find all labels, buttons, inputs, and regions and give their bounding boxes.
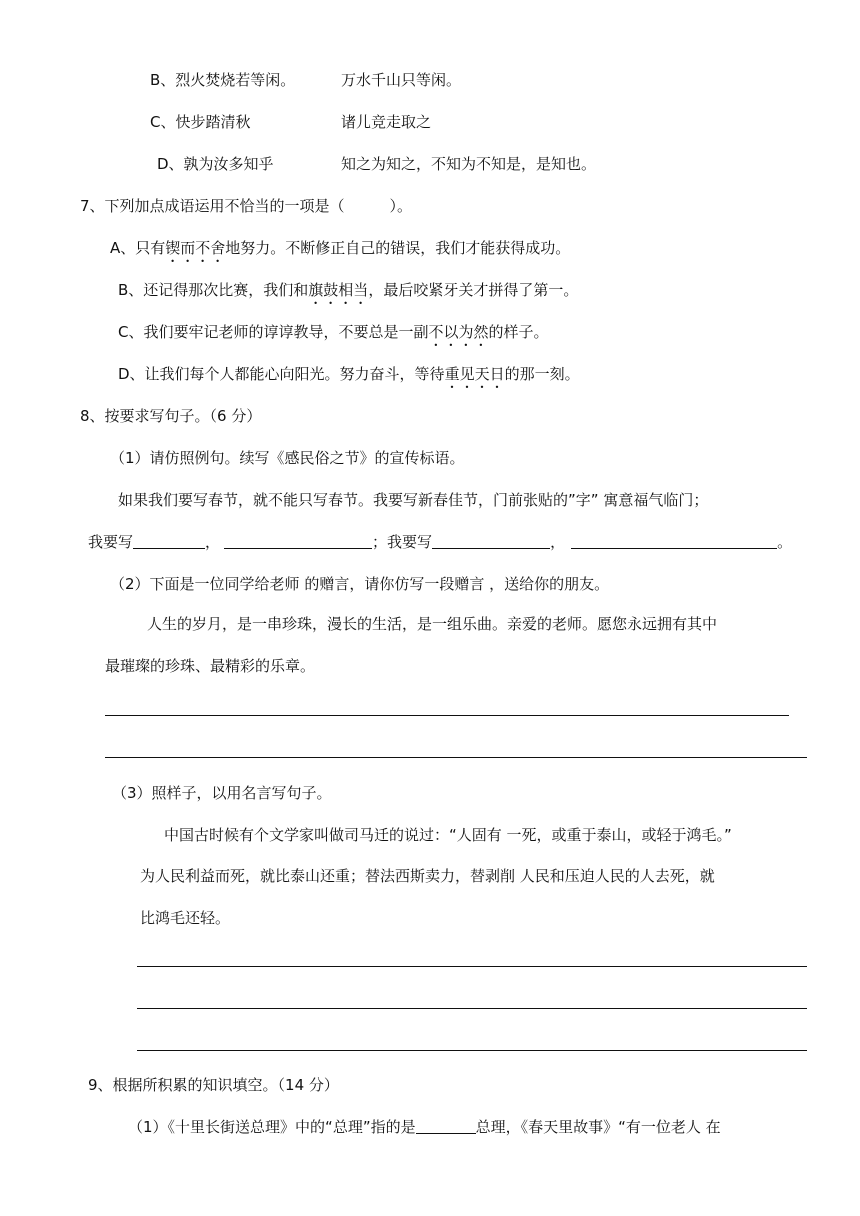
q9-part1: （1）《十里长街送总理》中的“总理”指的是 总理，《春天里故事》“有一位老人 在 <box>128 1118 721 1136</box>
q8-blank-1[interactable] <box>133 532 205 549</box>
q8-part3-text-2: 为人民利益而死，就比泰山还重；替法西斯卖力，替剥削 人民和压迫人民的人去死，就 <box>140 867 715 885</box>
q8-part3-title: （3）照样子，以用名言写句子。 <box>112 784 332 802</box>
q6-option-b-right: 万水千山只等闲。 <box>341 71 462 89</box>
q7-option-c-idiom: 不以为然 <box>428 323 489 341</box>
q6-option-c-right: 诸儿竞走取之 <box>341 113 432 131</box>
q8-stem: 8、按要求写句子。（6 分） <box>80 407 262 425</box>
q7-option-c: C、我们要牢记老师的谆谆教导，不要总是一副不以为然的样子。 <box>118 323 549 341</box>
q8-blank-2[interactable] <box>224 532 372 549</box>
q7-option-d: D、让我们每个人都能心向阳光。努力奋斗，等待重见天日的那一刻。 <box>118 365 580 383</box>
q8-part1-title: （1）请仿照例句。续写《感民俗之节》的宣传标语。 <box>110 449 465 467</box>
q8-blank-3[interactable] <box>432 532 550 549</box>
q7-stem: 7、下列加点成语运用不恰当的一项是（ ）。 <box>80 197 413 215</box>
q6-option-c-left: C、快步踏清秋 <box>150 113 251 131</box>
q8-part2-answer-line-1[interactable] <box>105 715 789 716</box>
q8-part1-fill-line: 我要写 ， ；我要写 ， 。 <box>88 533 793 551</box>
q6-option-d-left: D、孰为汝多知乎 <box>157 155 274 173</box>
q8-part3-answer-line-1[interactable] <box>137 966 807 967</box>
q8-part2-text-1: 人生的岁月，是一串珍珠，漫长的生活，是一组乐曲。亲爱的老师。愿您永远拥有其中 <box>147 615 718 633</box>
q8-part3-text-3: 比鸿毛还轻。 <box>140 909 231 927</box>
q8-part3-text-1: 中国古时候有个文学家叫做司马迁的说过：“人固有 一死，或重于泰山，或轻于鸿毛。” <box>164 826 732 844</box>
q7-option-a-idiom: 锲而不舍 <box>165 239 226 257</box>
q7-option-a: A、只有锲而不舍地努力。不断修正自己的错误，我们才能获得成功。 <box>110 239 571 257</box>
q8-part1-example: 如果我们要写春节，就不能只写春节。我要写新春佳节，门前张贴的”字” 寓意福气临门； <box>118 491 709 509</box>
q6-option-b-left: B、烈火焚烧若等闲。 <box>150 71 296 89</box>
q8-part3-answer-line-3[interactable] <box>137 1050 807 1051</box>
q7-option-d-idiom: 重见天日 <box>444 365 505 383</box>
q8-part2-answer-line-2[interactable] <box>105 757 807 758</box>
q8-blank-4[interactable] <box>571 532 777 549</box>
q9-blank-1[interactable] <box>416 1117 476 1134</box>
q9-stem: 9、根据所积累的知识填空。（14 分） <box>88 1076 339 1094</box>
q6-option-d-right: 知之为知之，不知为不知是，是知也。 <box>341 155 597 173</box>
q7-option-b-idiom: 旗鼓相当 <box>308 281 369 299</box>
q8-part2-text-2: 最璀璨的珍珠、最精彩的乐章。 <box>105 657 316 675</box>
q7-option-b: B、还记得那次比赛，我们和旗鼓相当，最后咬紧牙关才拼得了第一。 <box>118 281 579 299</box>
q8-part2-title: （2）下面是一位同学给老师 的赠言，请你仿写一段赠言 ，送给你的朋友。 <box>110 575 610 593</box>
q8-part3-answer-line-2[interactable] <box>137 1008 807 1009</box>
